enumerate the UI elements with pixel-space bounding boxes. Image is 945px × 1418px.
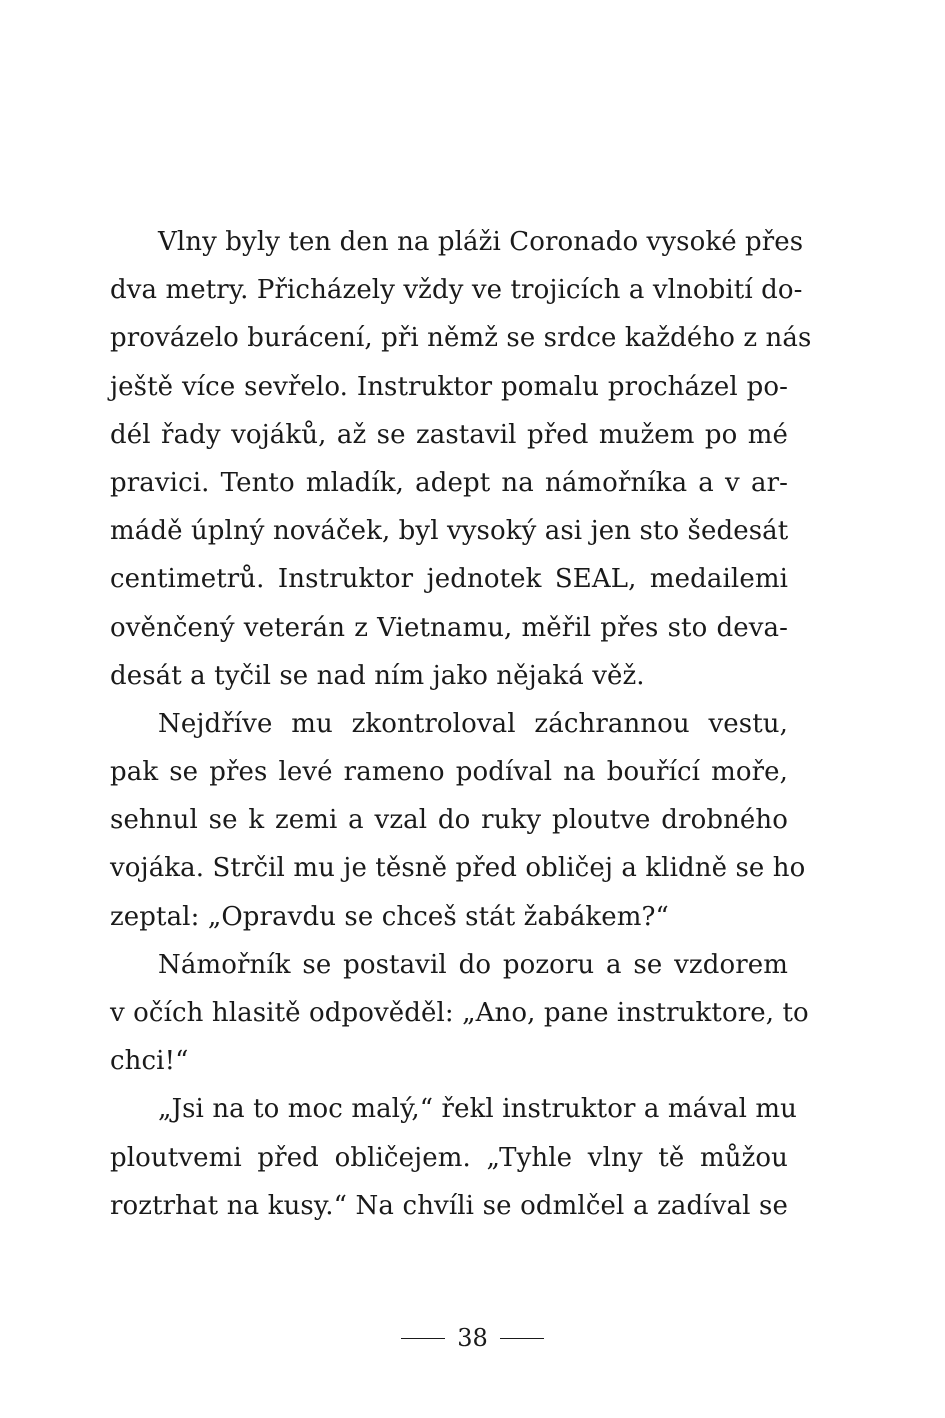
paragraph-1-line-3: provázelo burácení, při němž se srdce každého z nás xyxy=(110,323,812,354)
paragraph-2-line-3: sehnul se k zemi a vzal do ruky ploutve drobného xyxy=(110,805,788,836)
footer-rule-left xyxy=(401,1338,445,1339)
paragraph-1-line-5: dél řady vojáků, až se zastavil před mužem po mé xyxy=(110,419,788,450)
body-text xyxy=(110,218,812,1230)
paragraph-4-line-1: „Jsi na to moc malý,“ řekl instruktor a mával mu xyxy=(158,1094,797,1125)
paragraph-1-line-7: mádě úplný nováček, byl vysoký asi jen sto šedesát xyxy=(110,516,789,547)
paragraph-1-line-2: dva metry. Přicházely vždy ve trojicích a vlnobití do- xyxy=(110,275,803,306)
paragraph-1-line-9: ověnčený veterán z Vietnamu, měřil přes sto deva- xyxy=(110,612,788,643)
paragraph-4-line-3: roztrhat na kusy.“ Na chvíli se odmlčel a zadíval se xyxy=(110,1190,788,1221)
page-footer xyxy=(0,1318,945,1358)
paragraph-2-line-1: Nejdříve mu zkontroloval záchrannou vestu, xyxy=(158,708,788,739)
paragraph-2-line-5: zeptal: „Opravdu se chceš stát žabákem?“ xyxy=(110,901,669,932)
page-number: 38 xyxy=(457,1324,488,1352)
paragraph-3-line-1: Námořník se postavil do pozoru a se vzdorem xyxy=(158,949,788,980)
paragraph-4-line-2: ploutvemi před obličejem. „Tyhle vlny tě můžou xyxy=(110,1142,788,1173)
paragraph-3-line-2: v očích hlasitě odpověděl: „Ano, pane instruktore, to xyxy=(110,998,809,1028)
paragraph-3-line-3: chci!“ xyxy=(110,1046,189,1077)
paragraph-1-line-6: pravici. Tento mladík, adept na námořníka a v ar- xyxy=(110,467,788,498)
paragraph-1-line-4: ještě více sevřelo. Instruktor pomalu procházel po- xyxy=(110,371,788,402)
paragraph-1-line-10: desát a tyčil se nad ním jako nějaká věž. xyxy=(110,660,645,691)
paragraph-1-line-8: centimetrů. Instruktor jednotek SEAL, medailemi xyxy=(110,564,788,595)
footer-rule-right xyxy=(500,1338,544,1339)
paragraph-2-line-2: pak se přes levé rameno podíval na bouřící moře, xyxy=(110,757,788,788)
paragraph-1-line-1: Vlny byly ten den na pláži Coronado vysoké přes xyxy=(158,227,804,257)
paragraph-2-line-4: vojáka. Strčil mu je těsně před obličej a klidně se ho xyxy=(110,853,806,884)
